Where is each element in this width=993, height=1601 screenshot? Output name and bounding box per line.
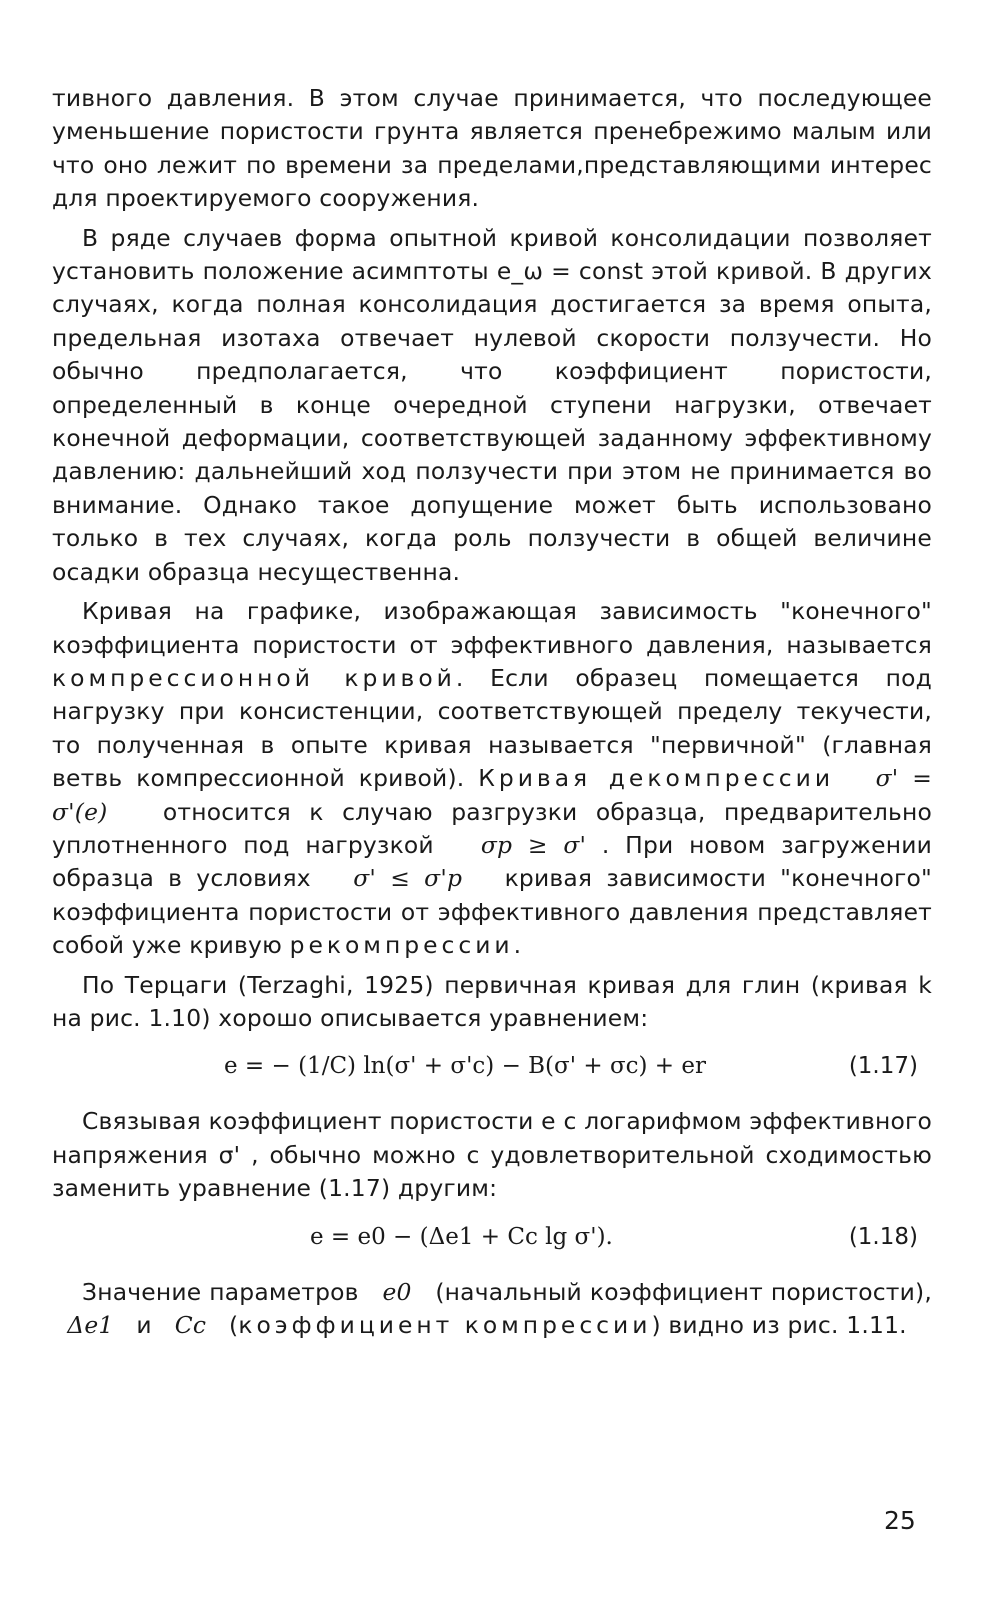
math-cc: Cc xyxy=(174,1311,207,1339)
equation-1-17-formula: e = − (1/C) ln(σ' + σ'c) − B(σ' + σc) + er xyxy=(224,1053,707,1080)
math-reload-condition: σ' ≤ σ'p xyxy=(353,864,463,893)
paragraph-6-text-e: ) видно из рис. 1.11. xyxy=(651,1311,907,1339)
paragraph-3-text-f: . xyxy=(513,931,522,960)
paragraph-3-text-a: Кривая на графике, изображающая зависимость "конечного" коэффициента пористости от эффективного давления, называется xyxy=(52,597,932,659)
paragraph-6-text-d: ( xyxy=(229,1311,239,1339)
math-decompression: σ' = σ'(e) xyxy=(52,764,933,826)
equation-1-17 xyxy=(52,1041,932,1099)
term-compression-curve: компрессионной кривой xyxy=(52,663,456,692)
equation-1-18-number: (1.18) xyxy=(848,1223,918,1250)
paragraph-3-text-c: относится к случаю разгрузки образца, предварительно уплотненного под нагрузкой xyxy=(52,797,933,859)
equation-1-18-formula: e = e0 − (Δe1 + Cc lg σ'). xyxy=(310,1223,613,1250)
paragraph-4: По Терцаги (Terzaghi, 1925) первичная кривая для глин (кривая k на рис. 1.10) хорошо описывается уравнением: xyxy=(52,970,932,1032)
math-e0: e0 xyxy=(382,1277,412,1306)
paragraph-6-text-c: и xyxy=(136,1311,152,1339)
paragraph-6-text-b: (начальный коэффициент пористости), xyxy=(435,1277,932,1306)
paragraph-1: тивного давления. В этом случае принимается, что последующее уменьшение пористости грунта является пренебрежимо малым или что оно лежит по времени за пределами,представляющими интерес для проектируемого сооружения. xyxy=(52,84,932,213)
paragraph-3-text-e: кривая зависимости "конечного" коэффициента пористости от эффективного давления представляет собой уже кривую xyxy=(52,864,933,960)
paragraph-2: В ряде случаев форма опытной кривой консолидации позволяет установить положение асимптоты e_ω = const этой кривой. В других случаях, когда полная консолидация достигается за время опыта, предельная изотаха отвечает нулевой скорости ползучести. Но обычно предполагается, что коэффициент пористости, определенный в конце очередной ступени нагрузки, отвечает конечной деформации, соответствующей заданному эффективному давлению: дальнейший ход ползучести при этом не принимается во внимание. Однако такое допущение может быть использовано только в тех случаях, когда роль ползучести в общей величине осадки образца несущественна. xyxy=(52,223,932,586)
paragraph-5: Связывая коэффициент пористости e с логарифмом эффективного напряжения σ' , обычно можно с удовлетворительной сходимостью заменить уравнение (1.17) другим: xyxy=(52,1107,932,1203)
document-page xyxy=(52,82,932,1342)
equation-1-17-number: (1.17) xyxy=(848,1053,918,1080)
term-compression-coefficient: коэффициент компрессии xyxy=(238,1311,652,1339)
paragraph-3-text-d: . При новом загружении образца в условиях xyxy=(52,830,933,893)
paragraph-3 xyxy=(52,595,932,962)
page-number: 25 xyxy=(884,1506,916,1535)
equation-1-18 xyxy=(52,1212,932,1270)
paragraph-3-text-b: . Если образец помещается под нагрузку при консистенции, соответствующей пределу текучести, то полученная в опыте кривая называется "первичной" (главная ветвь компрессионной кривой). xyxy=(52,663,932,793)
term-decompression-curve: Кривая декомпрессии xyxy=(478,764,835,793)
math-delta-e1: Δe1 xyxy=(67,1311,114,1339)
term-recompression: рекомпрессии xyxy=(289,931,514,960)
paragraph-6-text-a: Значение параметров xyxy=(82,1277,359,1306)
math-preload: σp ≥ σ' xyxy=(480,830,587,859)
paragraph-6 xyxy=(52,1276,932,1343)
